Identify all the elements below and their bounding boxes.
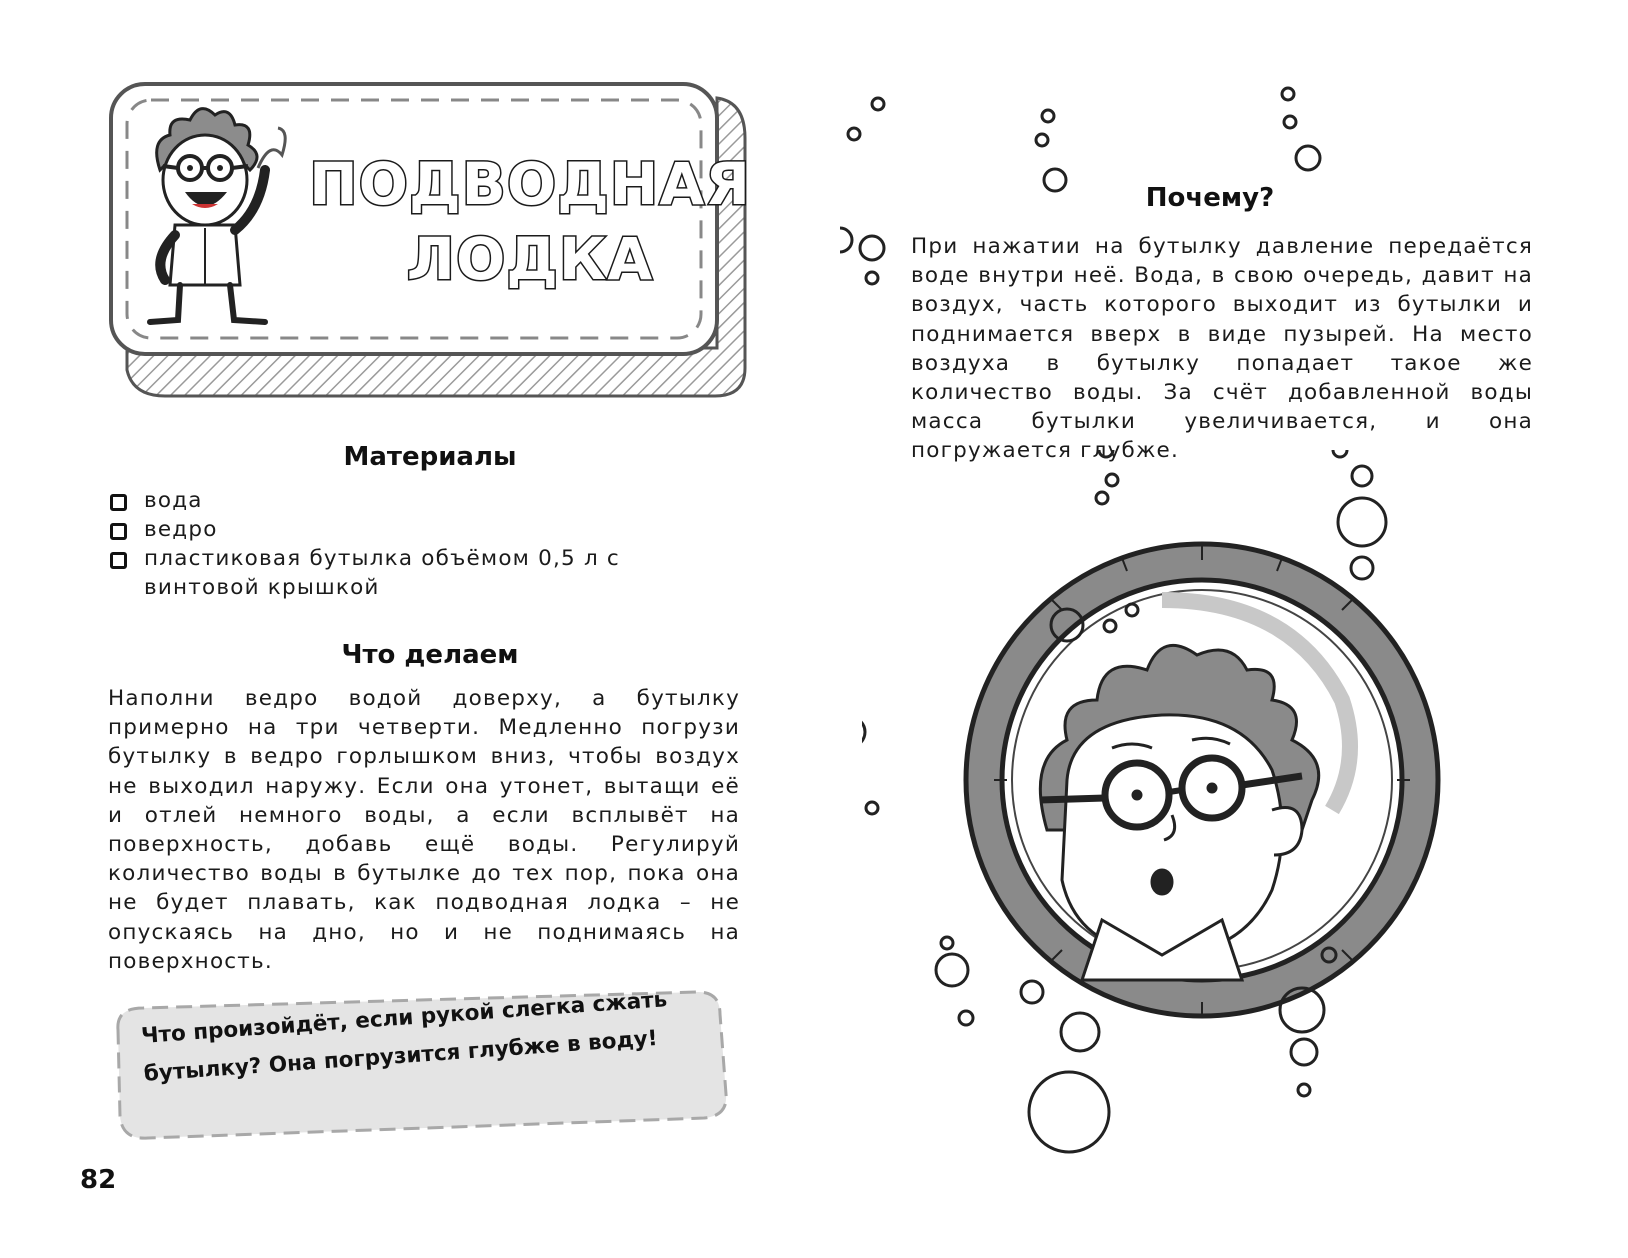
list-item: вода: [108, 486, 648, 515]
materials-list: [108, 486, 648, 602]
what-we-do-heading: Что делаем: [341, 640, 519, 670]
checkbox-icon: [110, 494, 127, 511]
checkbox-icon: [110, 523, 127, 540]
materials-heading: Материалы: [343, 442, 517, 472]
explanation-text: При нажатии на бутылку давление передаётся воде внутри неё. Вода, в свою очередь, давит на воздух, часть которого выходит из бутылки и поднимается вверх в виде пузырей. На место воздуха в бутылку попадает такое же количество воды. За счёт добавленной воды масса бутылки увеличивается, и она погружается глубже.: [911, 234, 1533, 464]
porthole-illustration: [862, 450, 1562, 1210]
bubble-icon: [858, 230, 898, 290]
title-line-1: ПОДВОДНАЯ: [309, 150, 751, 218]
list-item: ведро: [108, 515, 648, 544]
note-text: Что произойдёт, если рукой слегка сжать бутылку? Она погрузится глубже в воду!: [140, 987, 668, 1087]
instructions-text: Наполни ведро водой доверху, а бутылку примерно на три четверти. Медленно погрузи бутылку в ведро горлышком вниз, чтобы воздух не выходил наружу. Если она утонет, вытащи её и отлей немного воды, а если всплывёт на поверхность, добавь ещё воды. Регулируй количество воды в бутылке до тех пор, пока она не будет плавать, как подводная лодка – не опускаясь на дно, но и не поднимаясь на поверхность.: [108, 686, 740, 974]
title-line-2: ЛОДКА: [406, 225, 654, 293]
why-heading: Почему?: [1145, 183, 1275, 213]
scientist-illustration: [130, 100, 310, 340]
page-number: 82: [80, 1165, 117, 1195]
list-item: пластиковая бутылка объёмом 0,5 л с винтовой крышкой: [108, 544, 648, 602]
checkbox-icon: [110, 552, 127, 569]
